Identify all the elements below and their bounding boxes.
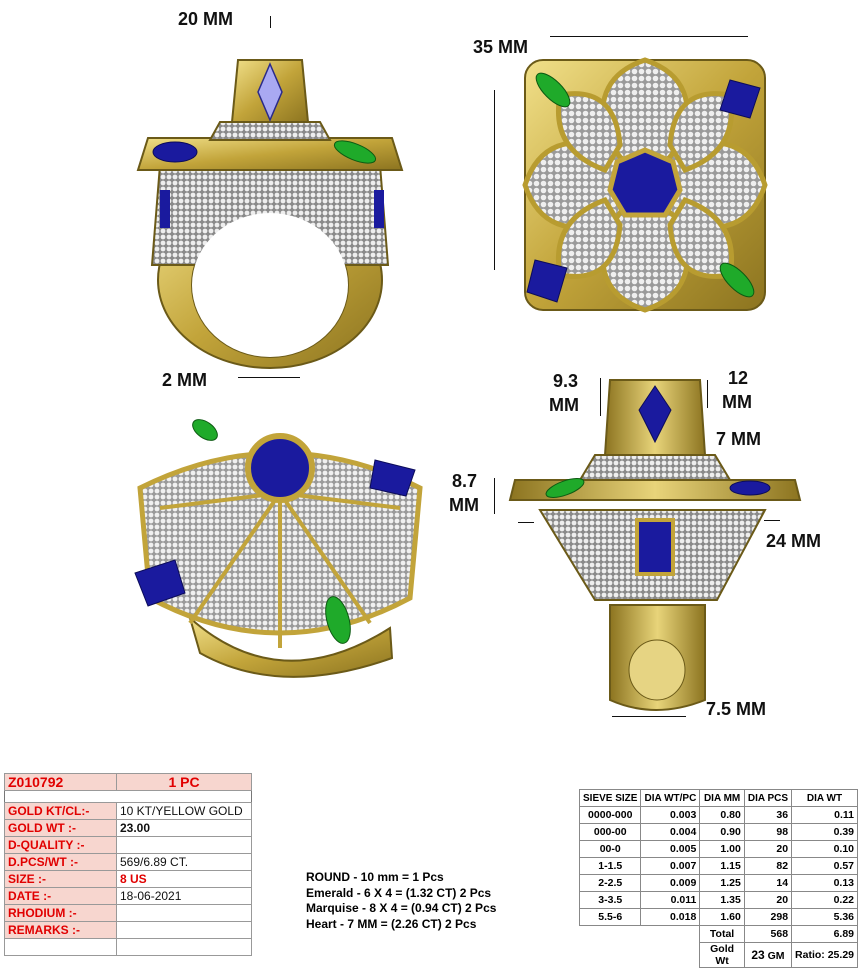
dim-top-left: 20 MM bbox=[178, 9, 234, 29]
dim-petal-height-2: MM bbox=[449, 495, 479, 515]
spec-gap bbox=[5, 791, 252, 803]
sieve-row bbox=[580, 858, 858, 875]
spec-empty bbox=[117, 939, 252, 956]
spec-header-row bbox=[5, 774, 252, 791]
dim-line bbox=[550, 36, 748, 37]
sieve-cell: 1.00 bbox=[700, 841, 745, 858]
sieve-cell: 0.90 bbox=[700, 824, 745, 841]
dim-crown-height-2: MM bbox=[722, 392, 752, 412]
sieve-cell: 0000-000 bbox=[580, 807, 641, 824]
spec-value: 23.00 bbox=[117, 820, 252, 837]
gold-wt-number: 23 bbox=[751, 948, 765, 962]
dim-petal-height-1: 8.7 bbox=[452, 471, 478, 491]
sieve-cell: 000-00 bbox=[580, 824, 641, 841]
sieve-cell: 1.25 bbox=[700, 875, 745, 892]
sieve-cell: 1-1.5 bbox=[580, 858, 641, 875]
sieve-cell: 0.011 bbox=[641, 892, 700, 909]
spec-row bbox=[5, 854, 252, 871]
spec-value: 569/6.89 CT. bbox=[117, 854, 252, 871]
sieve-cell: 0.10 bbox=[792, 841, 858, 858]
spec-row bbox=[5, 922, 252, 939]
sieve-header: DIA WT/PC bbox=[641, 790, 700, 807]
dim-head-height-2: MM bbox=[549, 395, 579, 415]
sieve-cell: 82 bbox=[744, 858, 791, 875]
spec-label: GOLD WT :- bbox=[5, 820, 117, 837]
ring-front-view bbox=[130, 30, 420, 370]
sieve-cell: 0.003 bbox=[641, 807, 700, 824]
spec-label: REMARKS :- bbox=[5, 922, 117, 939]
dim-shank-width: 7.5 MM bbox=[706, 699, 767, 719]
spec-value bbox=[117, 922, 252, 939]
dim-side-width: 24 MM bbox=[766, 531, 822, 551]
sieve-header: SIEVE SIZE bbox=[580, 790, 641, 807]
sieve-gold-label: Gold Wt bbox=[700, 943, 745, 968]
spec-value: 8 US bbox=[117, 871, 252, 888]
spec-row bbox=[5, 837, 252, 854]
dim-gallery-height: 7 MM bbox=[716, 429, 761, 449]
sieve-total-pcs: 568 bbox=[744, 926, 791, 943]
spec-value: 10 KT/YELLOW GOLD bbox=[117, 803, 252, 820]
sieve-header: DIA WT bbox=[792, 790, 858, 807]
dim-line bbox=[494, 478, 495, 514]
spec-label: DATE :- bbox=[5, 888, 117, 905]
sieve-cell: 0.11 bbox=[792, 807, 858, 824]
ratio-label: Ratio: bbox=[795, 949, 825, 961]
dim-head-height-1: 9.3 bbox=[553, 371, 579, 391]
sieve-cell: 00-0 bbox=[580, 841, 641, 858]
sieve-header: DIA MM bbox=[700, 790, 745, 807]
sieve-cell: 0.018 bbox=[641, 909, 700, 926]
sieve-total-wt: 6.89 bbox=[792, 926, 858, 943]
sieve-cell: 3-3.5 bbox=[580, 892, 641, 909]
dim-top-right: 35 MM bbox=[473, 37, 529, 57]
sieve-cell: 1.15 bbox=[700, 858, 745, 875]
dim-band: 2 MM bbox=[162, 370, 207, 390]
sieve-cell: 298 bbox=[744, 909, 791, 926]
spec-table bbox=[4, 773, 252, 956]
sieve-cell: 0.80 bbox=[700, 807, 745, 824]
sieve-cell: 0.004 bbox=[641, 824, 700, 841]
sieve-cell: 20 bbox=[744, 841, 791, 858]
ratio-value: 25.29 bbox=[827, 949, 854, 961]
sieve-row bbox=[580, 892, 858, 909]
spec-value bbox=[117, 837, 252, 854]
sieve-cell: 0.13 bbox=[792, 875, 858, 892]
spec-row bbox=[5, 871, 252, 888]
spec-empty bbox=[5, 939, 117, 956]
spec-value bbox=[117, 905, 252, 922]
sieve-cell: 2-2.5 bbox=[580, 875, 641, 892]
sieve-header-row bbox=[580, 790, 858, 807]
sieve-cell: 98 bbox=[744, 824, 791, 841]
sieve-gold-value bbox=[744, 943, 791, 968]
sieve-cell: 5.36 bbox=[792, 909, 858, 926]
spec-row bbox=[5, 803, 252, 820]
sieve-row bbox=[580, 909, 858, 926]
sieve-header: DIA PCS bbox=[744, 790, 791, 807]
ring-top-view bbox=[505, 40, 785, 330]
spec-label: GOLD KT/CL:- bbox=[5, 803, 117, 820]
spec-row bbox=[5, 905, 252, 922]
quantity: 1 PC bbox=[117, 774, 252, 791]
sieve-total-row bbox=[580, 926, 858, 943]
stone-line: ROUND - 10 mm = 1 Pcs bbox=[306, 870, 444, 884]
spec-label: RHODIUM :- bbox=[5, 905, 117, 922]
sieve-cell: 0.007 bbox=[641, 858, 700, 875]
dim-line bbox=[270, 16, 271, 28]
sieve-cell: 0.009 bbox=[641, 875, 700, 892]
spec-row bbox=[5, 820, 252, 837]
spec-row bbox=[5, 888, 252, 905]
stone-line: Emerald - 6 X 4 = (1.32 CT) 2 Pcs bbox=[306, 885, 492, 900]
spec-label: D.PCS/WT :- bbox=[5, 854, 117, 871]
stone-line: Heart - 7 MM = (2.26 CT) 2 Pcs bbox=[306, 916, 477, 931]
sieve-cell: 36 bbox=[744, 807, 791, 824]
sieve-row bbox=[580, 875, 858, 892]
sieve-blank bbox=[580, 943, 641, 968]
sieve-table bbox=[579, 789, 858, 968]
sieve-cell: 20 bbox=[744, 892, 791, 909]
spec-row bbox=[5, 939, 252, 956]
stone-list bbox=[306, 870, 496, 932]
sieve-blank bbox=[641, 926, 700, 943]
sieve-cell: 0.57 bbox=[792, 858, 858, 875]
sieve-cell: 0.39 bbox=[792, 824, 858, 841]
sieve-blank bbox=[641, 943, 700, 968]
sieve-gold-row bbox=[580, 943, 858, 968]
sieve-cell: 1.35 bbox=[700, 892, 745, 909]
spec-value: 18-06-2021 bbox=[117, 888, 252, 905]
design-code: Z010792 bbox=[5, 774, 117, 791]
spec-label: D-QUALITY :- bbox=[5, 837, 117, 854]
sieve-cell: 5.5-6 bbox=[580, 909, 641, 926]
sieve-cell: 0.005 bbox=[641, 841, 700, 858]
ring-perspective-view bbox=[130, 398, 430, 698]
dim-line bbox=[494, 90, 495, 270]
sieve-row bbox=[580, 841, 858, 858]
sieve-cell: 14 bbox=[744, 875, 791, 892]
sieve-total-label: Total bbox=[700, 926, 745, 943]
sieve-blank bbox=[580, 926, 641, 943]
sieve-ratio bbox=[792, 943, 858, 968]
sieve-row bbox=[580, 807, 858, 824]
spec-label: SIZE :- bbox=[5, 871, 117, 888]
sieve-cell: 0.22 bbox=[792, 892, 858, 909]
dim-line bbox=[238, 377, 300, 378]
sieve-row bbox=[580, 824, 858, 841]
ring-side-view bbox=[505, 370, 805, 720]
gold-wt-unit: GM bbox=[767, 950, 785, 962]
stone-line: Marquise - 8 X 4 = (0.94 CT) 2 Pcs bbox=[306, 901, 497, 915]
dim-crown-height-1: 12 bbox=[728, 368, 749, 388]
sieve-cell: 1.60 bbox=[700, 909, 745, 926]
